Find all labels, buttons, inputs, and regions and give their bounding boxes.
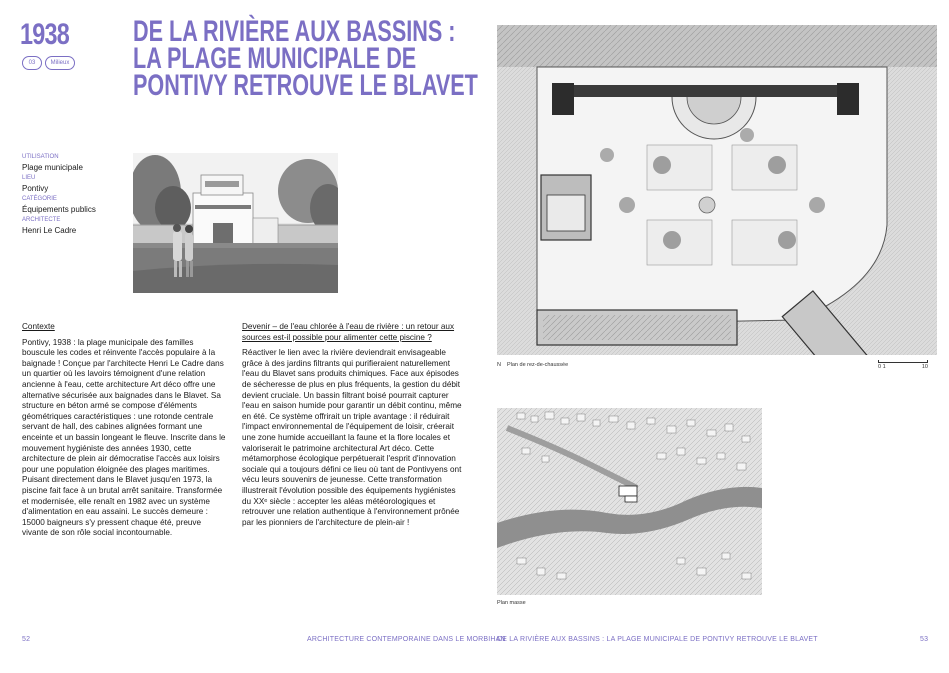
category-badge: Milieux [45,56,75,70]
future-heading: Devenir – de l'eau chlorée à l'eau de rivière : un retour aux sources est-il possible pour alimenter cette piscine ? [242,322,455,342]
context-heading: Contexte [22,322,55,331]
building-photo [133,153,338,293]
mass-plan-drawing [497,408,762,595]
plan-caption-text: Plan de rez-de-chaussée [506,362,569,368]
usage-label: UTILISATION [22,154,59,160]
scale-start: 0 1 [878,364,886,370]
photo-illustration [133,153,338,293]
place-value: Pontivy [22,183,49,193]
running-title-right: DE LA RIVIÈRE AUX BASSINS : LA PLAGE MUNICIPALE DE PONTIVY RETROUVE LE BLAVET [497,636,818,643]
place-label: LIEU [22,175,36,181]
running-title-left: ARCHITECTURE CONTEMPORAINE DANS LE MORBIHAN [307,636,506,643]
ground-floor-plan [497,25,937,355]
year-heading: 1938 [20,18,69,51]
plan-caption [497,362,568,368]
category-value: Équipements publics [22,204,96,214]
chapter-number-badge: 03 [22,56,42,70]
architect-label: ARCHITECTE [22,217,61,223]
category-label: CATÉGORIE [22,196,57,202]
page-number-right: 53 [920,636,929,643]
architect-value: Henri Le Cadre [22,225,77,235]
context-column [22,322,227,539]
mass-plan-caption: Plan masse [497,600,526,606]
site-mass-plan [497,408,762,595]
scale-end: 10 [921,364,928,370]
page-number-left: 52 [22,636,31,643]
title-line-2: LA PLAGE MUNICIPALE DE [133,42,417,75]
scale-bar-line [878,360,928,363]
usage-value: Plage municipale [22,162,83,172]
scale-bar [878,360,928,370]
north-arrow-icon: N [497,362,501,368]
title-line-1: DE LA RIVIÈRE AUX BASSINS : [133,15,456,48]
plan-drawing [497,25,937,355]
metadata-block [22,152,127,236]
page-title [133,15,479,102]
future-body: Réactiver le lien avec la rivière deviendrait envisageable grâce à des jardins filtrants qui purifieraient naturellement l'eau du Blavet sans produits chimiques. Face aux épisodes de sécheresse de plus en plus fréquents, la gestion du débit devient cruciale. Un bassin filtrant boisé pourrait capturer l'eau en saison humide pour garantir un débit continu, même en été. Ce système offrirait un triple avantage : il réduirait l'impact environnemental de l'équipement de loisir, créerait une zone humide accueillant la faune et la flore locales et valoriserait le patrimoine architectural Art déco. Cette métamorphose écologique perpétuerait l'esprit d'innovation sociale qui a toujours défini ce lieu où tant de Pontivyens ont vécu leurs souvenirs de jeunesse. Cette transformation illustrerait l'évolution possible des équipements hygiénistes du XXᵉ siècle : accepter les aléas météorologiques et retrouver une relation authentique à l'environnement prônée par les pionniers de l'architecture de plein-air ! [242,348,462,527]
future-column [242,322,462,528]
title-line-3: PONTIVY RETROUVE LE BLAVET [133,69,478,102]
context-body: Pontivy, 1938 : la plage municipale des familles bouscule les codes et réinvente l'accès populaire à la baignade ! Conçue par l'architecte Henri Le Cadre dans un quartier où les lavoirs témoignent d'une relation ancienne à l'eau, cette architecture Art déco offre une alternative sécurisée aux baignades dans le Blavet. Sa structure en béton armé se compose d'éléments géométriques caractéristiques : une rotonde centrale servant de hall, des cabines alignées formant une enceinte et un bassin longeant le fleuve. Inscrite dans le mouvement hygiéniste des années 1930, cette architecture de plein air démocratise l'accès aux loisirs pour une population éloignée des plages maritimes. Puisant directement dans le Blavet jusqu'en 1973, la piscine fait face à un brutal arrêt sanitaire. Transformée et modernisée, elle renaît en 1982 avec un système d'alimentation en eau assaini. Le succès demeure : 15000 baigneurs s'y pressent chaque été, preuve vivante de son rôle social incontournable. [22,337,226,538]
